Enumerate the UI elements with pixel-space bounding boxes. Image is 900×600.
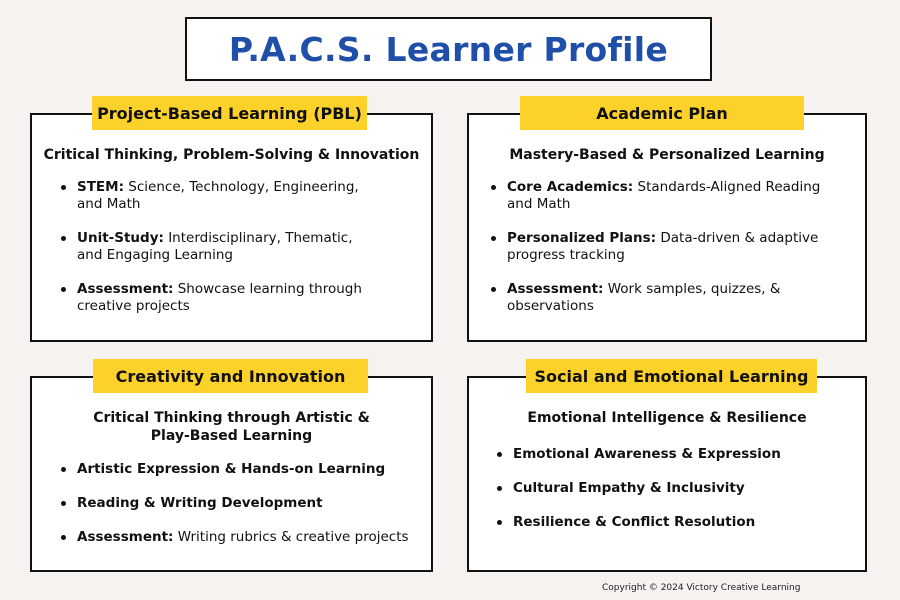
list-item: Emotional Awareness & Expression: [496, 446, 841, 463]
item-list: [496, 446, 841, 548]
page-title: P.A.C.S. Learner Profile: [228, 29, 669, 69]
list-item: Reading & Writing Development: [60, 495, 430, 512]
list-item: Artistic Expression & Hands-on Learning: [60, 461, 430, 478]
card-heading-tag: Project-Based Learning (PBL): [92, 96, 367, 130]
title-box: [185, 17, 712, 81]
card-heading-tag: Social and Emotional Learning: [526, 359, 817, 393]
list-item: Assessment: Showcase learning through creative projects: [60, 281, 380, 315]
item-list: [60, 461, 430, 563]
card-heading-tag: Creativity and Innovation: [93, 359, 368, 393]
card-creativity: [30, 376, 433, 572]
item-list: [490, 179, 835, 332]
list-item: Resilience & Conflict Resolution: [496, 514, 841, 531]
card-heading-tag: Academic Plan: [520, 96, 804, 130]
list-item: Core Academics: Standards-Aligned Reading and Math: [490, 179, 835, 213]
list-item: STEM: Science, Technology, Engineering, and Math: [60, 179, 380, 213]
card-pbl: [30, 113, 433, 342]
list-item: Personalized Plans: Data-driven & adaptive progress tracking: [490, 230, 835, 264]
list-item: Cultural Empathy & Inclusivity: [496, 480, 841, 497]
copyright-text: Copyright © 2024 Victory Creative Learning: [602, 583, 801, 593]
item-list: [60, 179, 380, 332]
card-subtitle: Emotional Intelligence & Resilience: [527, 410, 807, 426]
card-subtitle: Critical Thinking, Problem-Solving & Innovation: [43, 147, 420, 163]
card-subtitle: Mastery-Based & Personalized Learning: [509, 147, 825, 163]
list-item: Assessment: Writing rubrics & creative projects: [60, 529, 430, 546]
card-subtitle: Critical Thinking through Artistic & Play-Based Learning: [93, 410, 370, 444]
list-item: Assessment: Work samples, quizzes, & observations: [490, 281, 835, 315]
list-item: Unit-Study: Interdisciplinary, Thematic, and Engaging Learning: [60, 230, 380, 264]
card-academic-plan: [467, 113, 867, 342]
card-sel: [467, 376, 867, 572]
